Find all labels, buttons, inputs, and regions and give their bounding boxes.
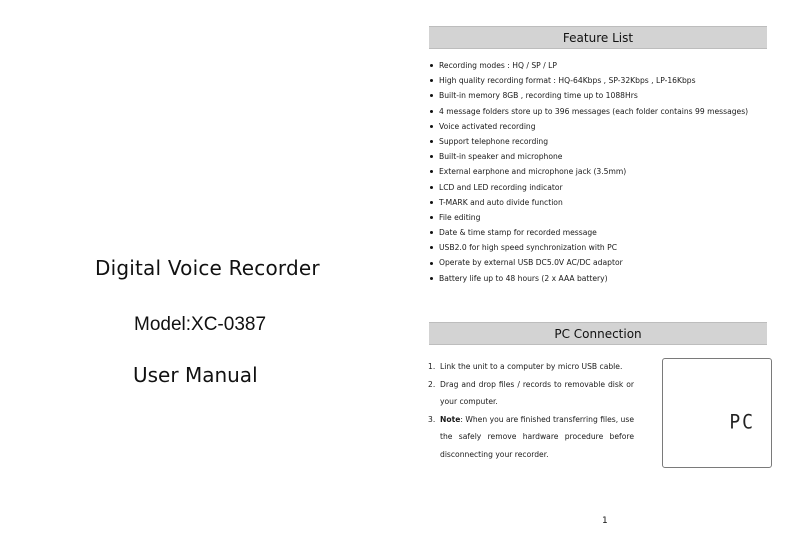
- bullet-icon: [430, 231, 433, 234]
- list-item: [428, 88, 798, 103]
- list-item: [428, 271, 798, 286]
- feature-text: File editing: [439, 212, 481, 222]
- feature-text: T-MARK and auto divide function: [439, 197, 563, 207]
- step-text: : When you are finished transferring files, use the safely remove hardware procedure before disconnecting your recorder.: [440, 414, 634, 459]
- feature-text: LCD and LED recording indicator: [439, 182, 563, 192]
- step-number: 2.: [428, 379, 436, 389]
- page-number: 1: [602, 516, 608, 526]
- feature-text: Date & time stamp for recorded message: [439, 228, 597, 238]
- bullet-icon: [430, 216, 433, 219]
- pc-connection-heading: PC Connection: [429, 322, 767, 345]
- list-item: [428, 240, 798, 255]
- feature-text: Built-in speaker and microphone: [439, 152, 563, 162]
- list-item: [428, 58, 798, 73]
- list-item: [428, 73, 798, 88]
- bullet-icon: [430, 170, 433, 173]
- feature-text: USB2.0 for high speed synchronization with PC: [439, 243, 618, 253]
- step-item: [428, 358, 634, 376]
- cover-title: Digital Voice Recorder: [95, 256, 320, 280]
- bullet-icon: [430, 125, 433, 128]
- list-item: [428, 225, 798, 240]
- step-number: 1.: [428, 362, 436, 371]
- note-label: Note: [440, 414, 461, 424]
- feature-text: Recording modes : HQ / SP / LP: [439, 61, 557, 70]
- step-text-wrapper: [440, 411, 634, 464]
- list-item: [428, 255, 798, 270]
- bullet-icon: [430, 79, 433, 82]
- list-item: [428, 104, 798, 119]
- cover-model: Model:XC-0387: [134, 314, 267, 335]
- step-item: [428, 376, 634, 411]
- bullet-icon: [430, 201, 433, 204]
- feature-text: Operate by external USB DC5.0V AC/DC adaptor: [439, 258, 623, 268]
- step-text: Drag and drop files / records to removable disk or your computer.: [440, 379, 634, 406]
- feature-text: 4 message folders store up to 396 messages (each folder contains 99 messages): [439, 106, 749, 116]
- bullet-icon: [430, 277, 433, 280]
- feature-text: Support telephone recording: [439, 136, 549, 146]
- bullet-icon: [430, 155, 433, 158]
- lcd-display: [662, 358, 772, 468]
- list-item: [428, 210, 798, 225]
- feature-list-heading: Feature List: [429, 26, 767, 49]
- feature-text: Voice activated recording: [439, 121, 536, 131]
- step-number: 3.: [428, 414, 436, 424]
- list-item: [428, 134, 798, 149]
- feature-list: [428, 58, 798, 286]
- list-item: [428, 149, 798, 164]
- feature-text: Battery life up to 48 hours (2 x AAA battery): [439, 273, 608, 283]
- list-item: [428, 195, 798, 210]
- list-item: [428, 164, 798, 179]
- pc-connection-steps: [428, 358, 634, 463]
- bullet-icon: [430, 110, 433, 113]
- feature-text: External earphone and microphone jack (3.5mm): [439, 167, 627, 177]
- cover-manual-label: User Manual: [133, 363, 258, 387]
- bullet-icon: [430, 94, 433, 97]
- bullet-icon: [430, 246, 433, 249]
- feature-text: Built-in memory 8GB , recording time up to 1088Hrs: [439, 91, 638, 101]
- bullet-icon: [430, 186, 433, 189]
- step-text: Link the unit to a computer by micro USB cable.: [440, 362, 623, 371]
- list-item: [428, 180, 798, 195]
- bullet-icon: [430, 64, 433, 67]
- bullet-icon: [430, 262, 433, 265]
- feature-text: High quality recording format : HQ-64Kbps , SP-32Kbps , LP-16Kbps: [439, 76, 696, 86]
- bullet-icon: [430, 140, 433, 143]
- lcd-text: PC: [729, 411, 755, 435]
- list-item: [428, 119, 798, 134]
- step-item: [428, 411, 634, 464]
